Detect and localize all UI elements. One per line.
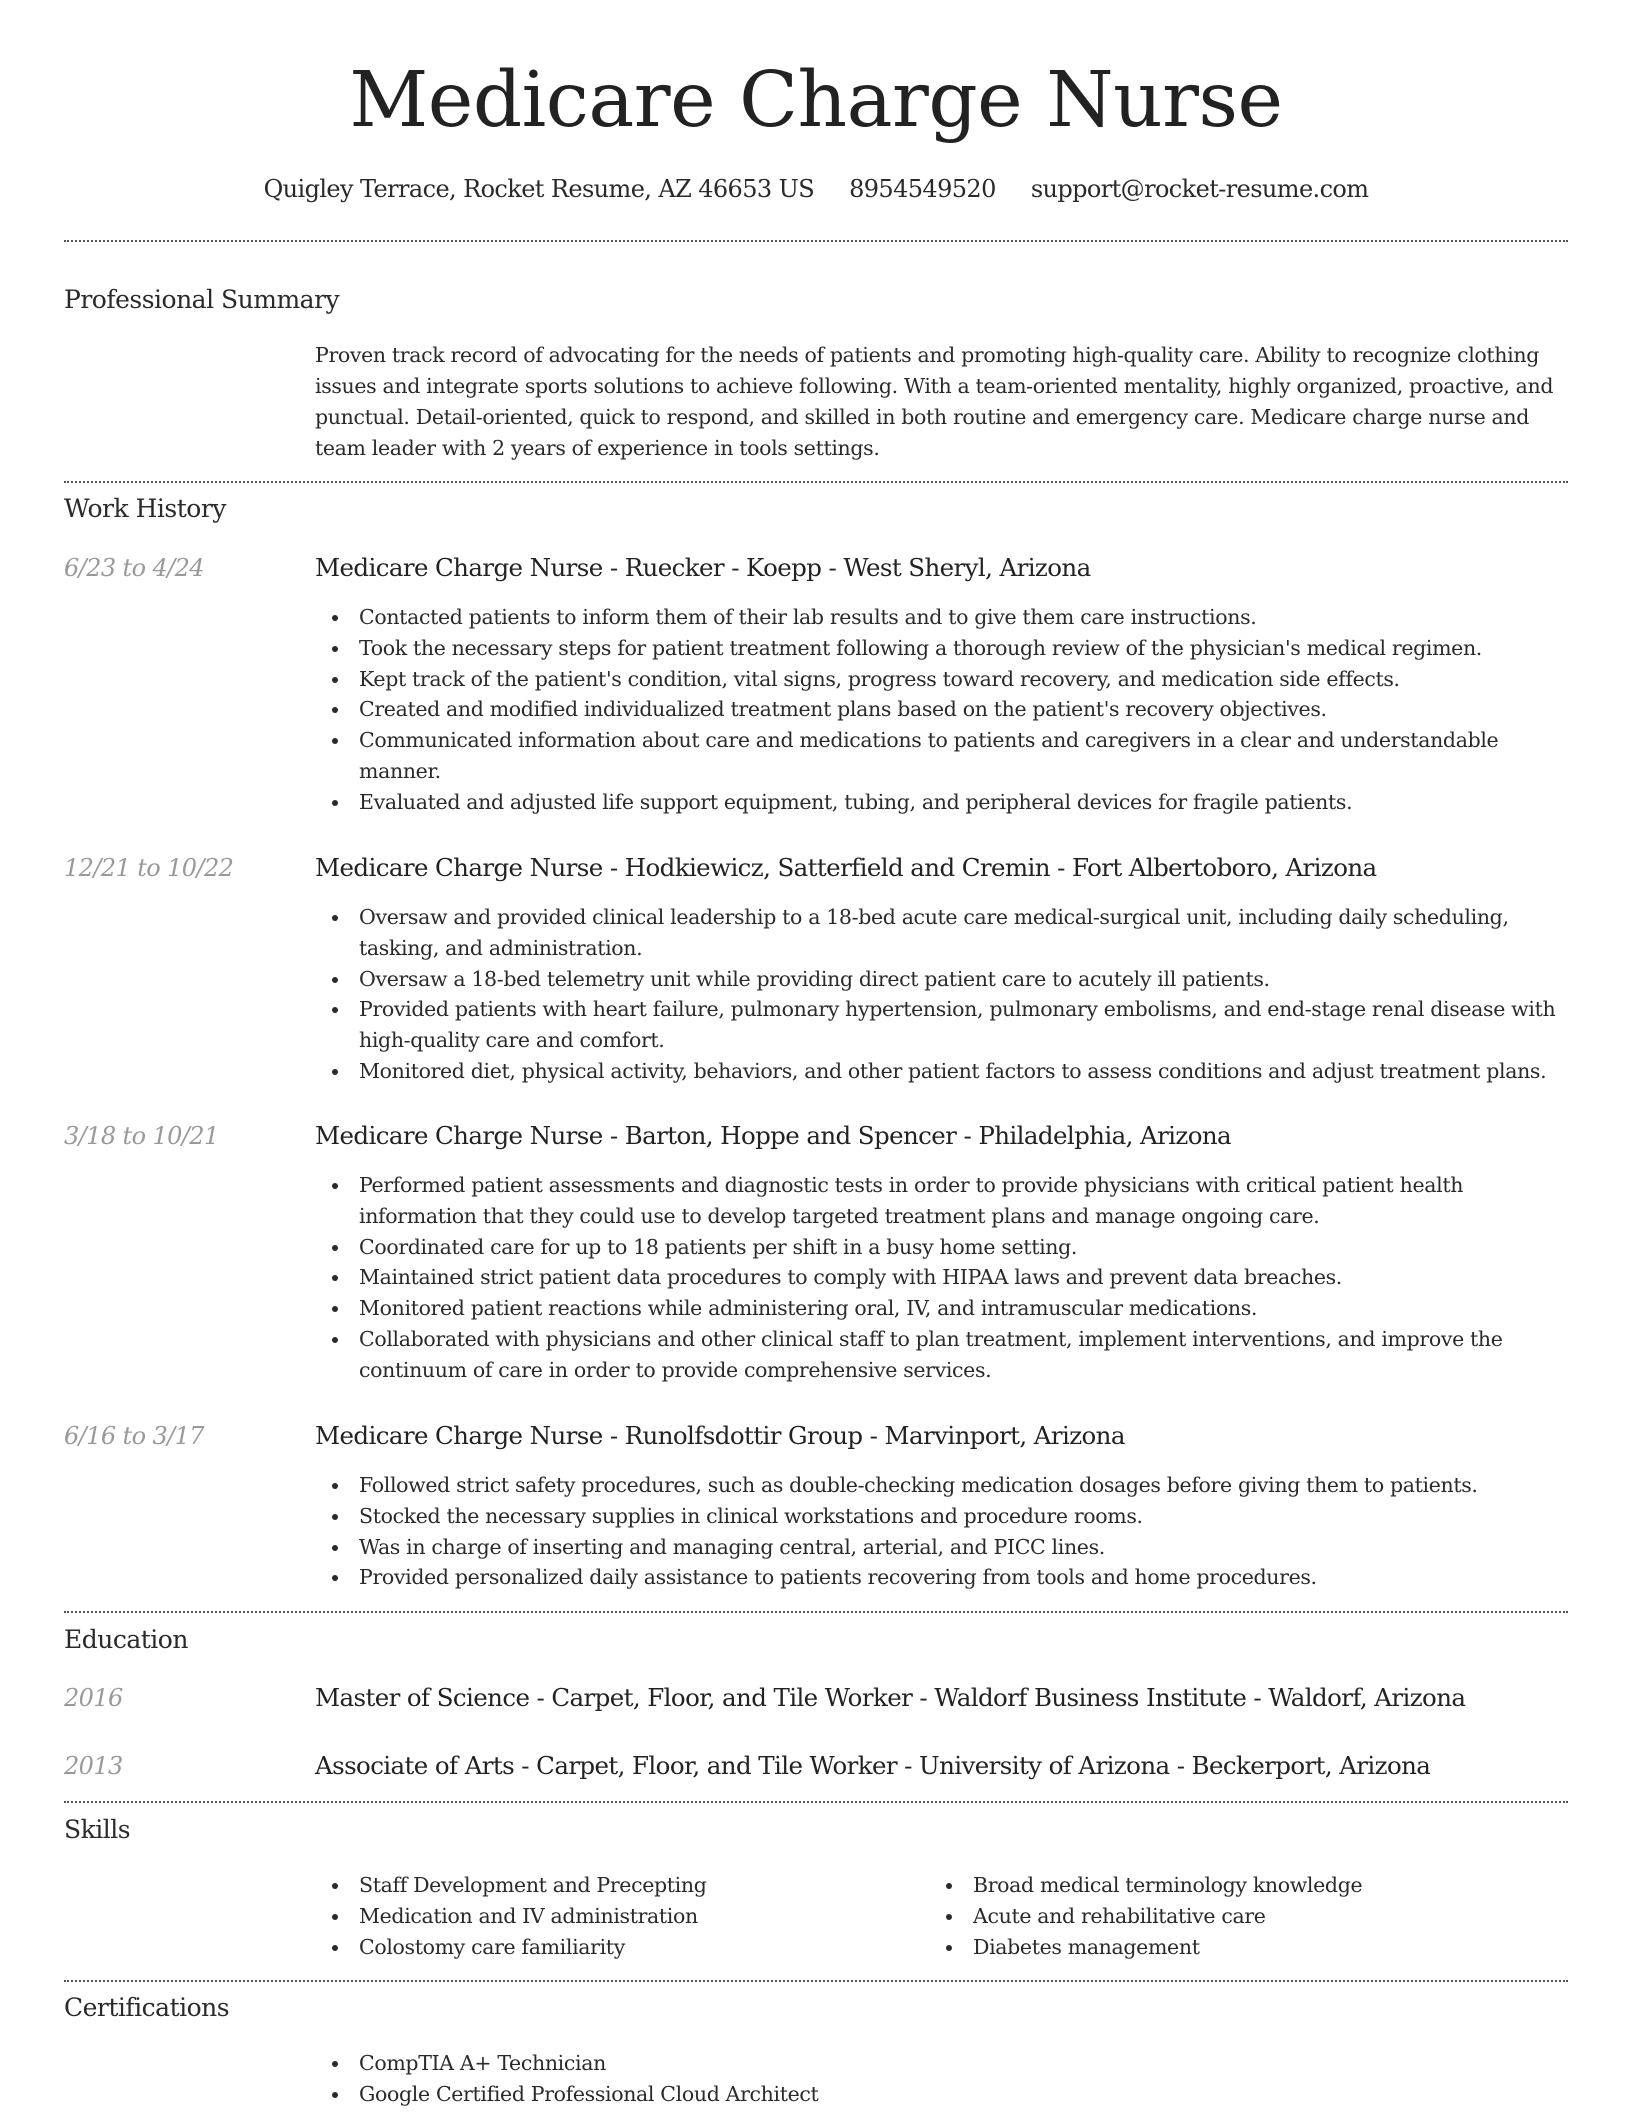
job-title: Medicare Charge Nurse - Hodkiewicz, Satterfield and Cremin - Fort Albertoboro, Arizona xyxy=(315,853,1377,882)
list-item: Collaborated with physicians and other clinical staff to plan treatment, implement interventions, and improve the continuum of care in order to provide comprehensive services. xyxy=(359,1324,1570,1386)
job-date: 12/21 to 10/22 xyxy=(64,854,234,882)
list-item: Evaluated and adjusted life support equipment, tubing, and peripheral devices for fragile patients. xyxy=(359,787,1570,818)
job-title: Medicare Charge Nurse - Ruecker - Koepp - West Sheryl, Arizona xyxy=(315,553,1091,582)
certification-item: CompTIA A+ Technician xyxy=(359,2048,1570,2079)
skill-item: Broad medical terminology knowledge xyxy=(973,1870,1632,1901)
list-item: Oversaw a 18-bed telemetry unit while providing direct patient care to acutely ill patients. xyxy=(359,964,1570,995)
skill-item: Staff Development and Precepting xyxy=(359,1870,1570,1901)
list-item: Oversaw and provided clinical leadership to a 18-bed acute care medical-surgical unit, including daily scheduling, tasking, and administration. xyxy=(359,902,1570,964)
education-year: 2013 xyxy=(64,1752,123,1780)
job-date: 6/23 to 4/24 xyxy=(64,554,204,582)
divider xyxy=(64,1801,1568,1803)
certification-item: Google Certified Professional Cloud Architect xyxy=(359,2079,1570,2110)
divider xyxy=(64,240,1568,242)
divider xyxy=(64,481,1568,483)
summary-text: Proven track record of advocating for the needs of patients and promoting high-quality care. Ability to recognize clothing issues and integrate sports solutions to achieve following. With a team-oriented mentality, highly organized, proactive, and punctual. Detail-oriented, quick to respond, and skilled in both routine and emergency care. Medicare charge nurse and team leader with 2 years of experience in tools settings. xyxy=(315,343,1554,460)
list-item: Stocked the necessary supplies in clinical workstations and procedure rooms. xyxy=(359,1501,1570,1532)
divider xyxy=(64,1611,1568,1613)
list-item: Was in charge of inserting and managing central, arterial, and PICC lines. xyxy=(359,1532,1570,1563)
list-item: Provided patients with heart failure, pulmonary hypertension, pulmonary embolisms, and end-stage renal disease with high-quality care and comfort. xyxy=(359,994,1570,1056)
job-date: 6/16 to 3/17 xyxy=(64,1422,204,1450)
job-bullets xyxy=(315,1470,1570,1593)
certifications-list xyxy=(315,2048,1570,2110)
email-text: support@rocket-resume.com xyxy=(1030,175,1369,203)
list-item: Performed patient assessments and diagnostic tests in order to provide physicians with critical patient health information that they could use to develop targeted treatment plans and manage ongoing care. xyxy=(359,1170,1570,1232)
contact-line xyxy=(0,170,1632,208)
job-bullets xyxy=(315,902,1570,1087)
list-item: Followed strict safety procedures, such as double-checking medication dosages before giving them to patients. xyxy=(359,1470,1570,1501)
skill-item: Acute and rehabilitative care xyxy=(973,1901,1632,1932)
job-bullets xyxy=(315,1170,1570,1386)
skill-item: Medication and IV administration xyxy=(359,1901,1570,1932)
job-date: 3/18 to 10/21 xyxy=(64,1122,219,1150)
education-degree: Master of Science - Carpet, Floor, and Tile Worker - Waldorf Business Institute - Waldorf, Arizona xyxy=(315,1683,1466,1712)
section-title-summary: Professional Summary xyxy=(64,285,340,314)
list-item: Maintained strict patient data procedures to comply with HIPAA laws and prevent data breaches. xyxy=(359,1262,1570,1293)
skill-item: Diabetes management xyxy=(973,1932,1632,1963)
list-item: Monitored diet, physical activity, behaviors, and other patient factors to assess conditions and adjust treatment plans. xyxy=(359,1056,1570,1087)
job-title: Medicare Charge Nurse - Runolfsdottir Group - Marvinport, Arizona xyxy=(315,1421,1125,1450)
list-item: Created and modified individualized treatment plans based on the patient's recovery objectives. xyxy=(359,694,1570,725)
skills-list-right xyxy=(929,1870,1632,1962)
list-item: Monitored patient reactions while administering oral, IV, and intramuscular medications. xyxy=(359,1293,1570,1324)
section-title-certifications: Certifications xyxy=(64,1993,230,2022)
address-text: Quigley Terrace, Rocket Resume, AZ 46653 US xyxy=(263,175,815,203)
phone-text: 8954549520 xyxy=(849,175,996,203)
list-item: Kept track of the patient's condition, vital signs, progress toward recovery, and medication side effects. xyxy=(359,664,1570,695)
list-item: Took the necessary steps for patient treatment following a thorough review of the physician's medical regimen. xyxy=(359,633,1570,664)
job-title: Medicare Charge Nurse - Barton, Hoppe and Spencer - Philadelphia, Arizona xyxy=(315,1121,1232,1150)
list-item: Contacted patients to inform them of their lab results and to give them care instructions. xyxy=(359,602,1570,633)
skill-item: Colostomy care familiarity xyxy=(359,1932,1570,1963)
list-item: Provided personalized daily assistance to patients recovering from tools and home procedures. xyxy=(359,1562,1570,1593)
divider xyxy=(64,1980,1568,1982)
candidate-name: Medicare Charge Nurse xyxy=(349,56,1283,145)
list-item: Coordinated care for up to 18 patients per shift in a busy home setting. xyxy=(359,1232,1570,1263)
list-item: Communicated information about care and medications to patients and caregivers in a clear and understandable manner. xyxy=(359,725,1570,787)
section-title-work-history: Work History xyxy=(64,494,226,523)
section-title-skills: Skills xyxy=(64,1815,131,1844)
education-degree: Associate of Arts - Carpet, Floor, and Tile Worker - University of Arizona - Beckerport, Arizona xyxy=(315,1751,1431,1780)
section-title-education: Education xyxy=(64,1625,188,1654)
job-bullets xyxy=(315,602,1570,818)
education-year: 2016 xyxy=(64,1684,123,1712)
